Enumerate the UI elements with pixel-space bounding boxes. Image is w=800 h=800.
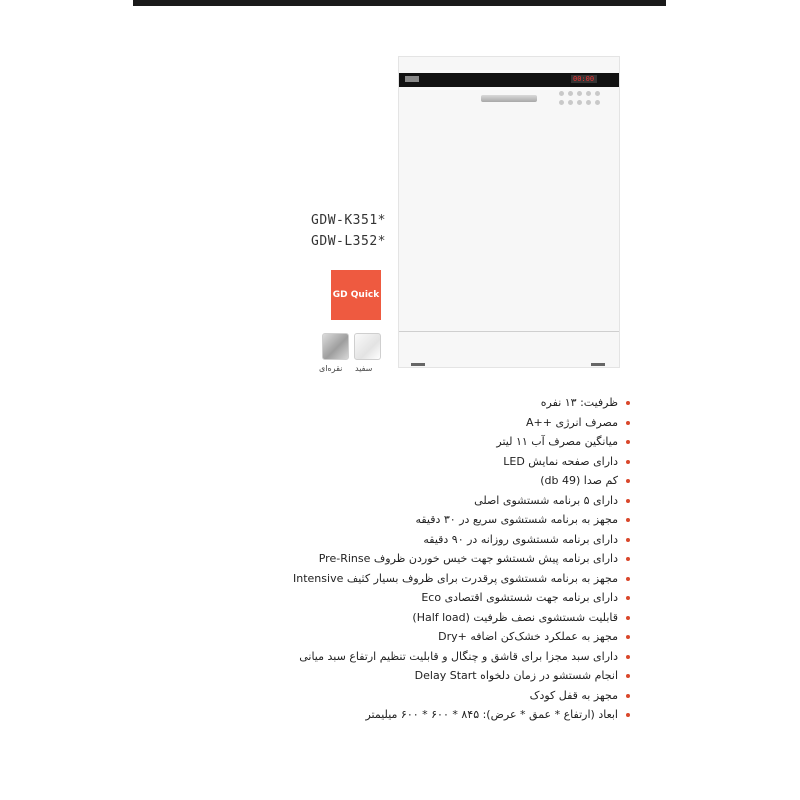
color-swatch-white [354, 333, 381, 360]
model-name-1: GDW-K351* [311, 213, 386, 228]
color-label-silver: نقره‌ای [319, 364, 343, 373]
feature-item: مصرف انرژی ++A [162, 413, 632, 433]
feature-item: دارای برنامه پیش شستشو جهت خیس خوردن ظروف Pre-Rinse [162, 549, 632, 569]
feature-item: دارای ۵ برنامه شستشوی اصلی [162, 491, 632, 511]
color-swatch-silver [322, 333, 349, 360]
button-dot [568, 91, 573, 96]
dishwasher-image [398, 56, 620, 368]
door-handle [481, 95, 537, 102]
feature-item: دارای صفحه نمایش LED [162, 452, 632, 472]
button-dot [586, 91, 591, 96]
button-dot [595, 91, 600, 96]
control-buttons [555, 91, 615, 111]
button-dot [559, 91, 564, 96]
button-dot [586, 100, 591, 105]
foot [411, 363, 425, 366]
feature-item: مجهز به برنامه شستشوی پرقدرت برای ظروف بسیار کثیف Intensive [162, 569, 632, 589]
color-label-white: سفید [355, 364, 373, 373]
feature-item: ابعاد (ارتفاع * عمق * عرض): ۸۴۵ * ۶۰۰ * ۶۰۰ میلیمتر [162, 705, 632, 725]
feature-item: مجهز به برنامه شستشوی سریع در ۳۰ دقیقه [162, 510, 632, 530]
button-dot [577, 100, 582, 105]
foot [591, 363, 605, 366]
feature-list [162, 393, 632, 725]
feature-item: قابلیت شستشوی نصف ظرفیت (Half load) [162, 608, 632, 628]
control-panel [399, 73, 619, 87]
feature-item: دارای سبد مجزا برای قاشق و چنگال و قابلیت تنظیم ارتفاع سبد میانی [162, 647, 632, 667]
button-dot [577, 91, 582, 96]
button-dot [595, 100, 600, 105]
feature-item: ظرفیت: ۱۳ نفره [162, 393, 632, 413]
feature-item: میانگین مصرف آب ۱۱ لیتر [162, 432, 632, 452]
led-display-digits: 00:00 [573, 75, 595, 83]
kickplate-line [399, 331, 619, 332]
feature-item: مجهز به عملکرد خشک‌کن اضافه +Dry [162, 627, 632, 647]
top-bar [133, 0, 666, 6]
brand-mark [405, 76, 419, 82]
quick-logo: GD Quick [331, 270, 381, 320]
button-dot [568, 100, 573, 105]
model-name-2: GDW-L352* [311, 234, 386, 249]
feature-item: دارای برنامه جهت شستشوی اقتصادی Eco [162, 588, 632, 608]
feature-item: کم صدا (49 db) [162, 471, 632, 491]
feature-item: انجام شستشو در زمان دلخواه Delay Start [162, 666, 632, 686]
feature-item: مجهز به قفل کودک [162, 686, 632, 706]
button-dot [559, 100, 564, 105]
feature-item: دارای برنامه شستشوی روزانه در ۹۰ دقیقه [162, 530, 632, 550]
